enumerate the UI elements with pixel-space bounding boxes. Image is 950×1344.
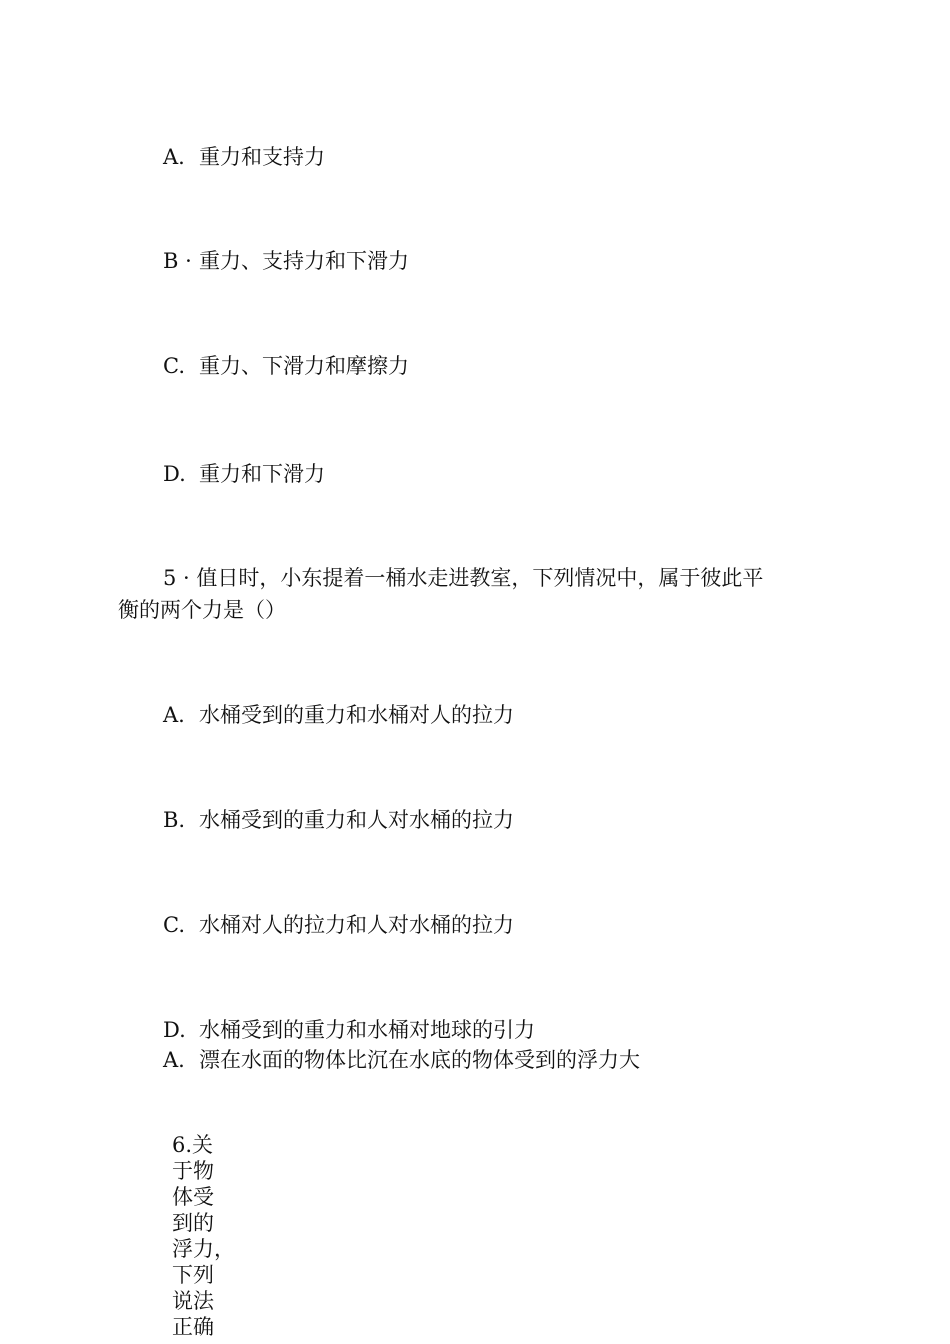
q5-option-a: [163, 700, 514, 730]
option-text: 重力、支持力和下滑力: [199, 249, 409, 273]
option-text: 水桶受到的重力和水桶对地球的引力: [199, 1018, 535, 1042]
option-letter: C.: [163, 913, 185, 937]
option-text: 水桶对人的拉力和人对水桶的拉力: [199, 913, 514, 937]
option-text: 重力、下滑力和摩擦力: [199, 354, 409, 378]
option-text: 漂在水面的物体比沉在水底的物体受到的浮力大: [199, 1048, 640, 1072]
question-6-fragment: 说法: [172, 1289, 214, 1313]
question-6-fragment: 到的: [172, 1211, 214, 1235]
question-5-stem-line1: 5 · 值日时，小东提着一桶水走进教室，下列情况中，属于彼此平: [163, 566, 764, 590]
question-6-fragment: 浮力，: [172, 1237, 235, 1261]
option-letter: B ·: [163, 249, 192, 273]
option-letter: A.: [163, 1048, 185, 1072]
option-text: 重力和下滑力: [199, 462, 325, 486]
question-6-fragment: 于物: [172, 1159, 214, 1183]
q4-option-a: [163, 142, 325, 172]
q4-option-d: [163, 459, 325, 489]
question-6-fragment: 正确: [172, 1315, 214, 1339]
option-letter: A.: [163, 703, 185, 727]
option-letter: D.: [163, 1018, 186, 1042]
q6-option-a: [163, 1045, 640, 1075]
option-letter: B.: [163, 808, 186, 832]
question-6-stem: [172, 1132, 235, 1340]
q4-option-b: [163, 246, 409, 276]
option-text: 重力和支持力: [199, 145, 325, 169]
q5-option-b: [163, 805, 514, 835]
q5-option-d: [163, 1015, 535, 1045]
question-5-stem-line2: 衡的两个力是（）: [118, 598, 286, 622]
question-6-fragment: 体受: [172, 1185, 214, 1209]
option-letter: D.: [163, 462, 186, 486]
question-6-fragment: 下列: [172, 1263, 214, 1287]
option-letter: A.: [163, 145, 185, 169]
q5-option-c: [163, 910, 514, 940]
option-letter: C.: [163, 354, 185, 378]
option-text: 水桶受到的重力和人对水桶的拉力: [199, 808, 514, 832]
q4-option-c: [163, 351, 409, 381]
question-6-fragment: 6.关: [172, 1133, 214, 1157]
option-text: 水桶受到的重力和水桶对人的拉力: [199, 703, 514, 727]
